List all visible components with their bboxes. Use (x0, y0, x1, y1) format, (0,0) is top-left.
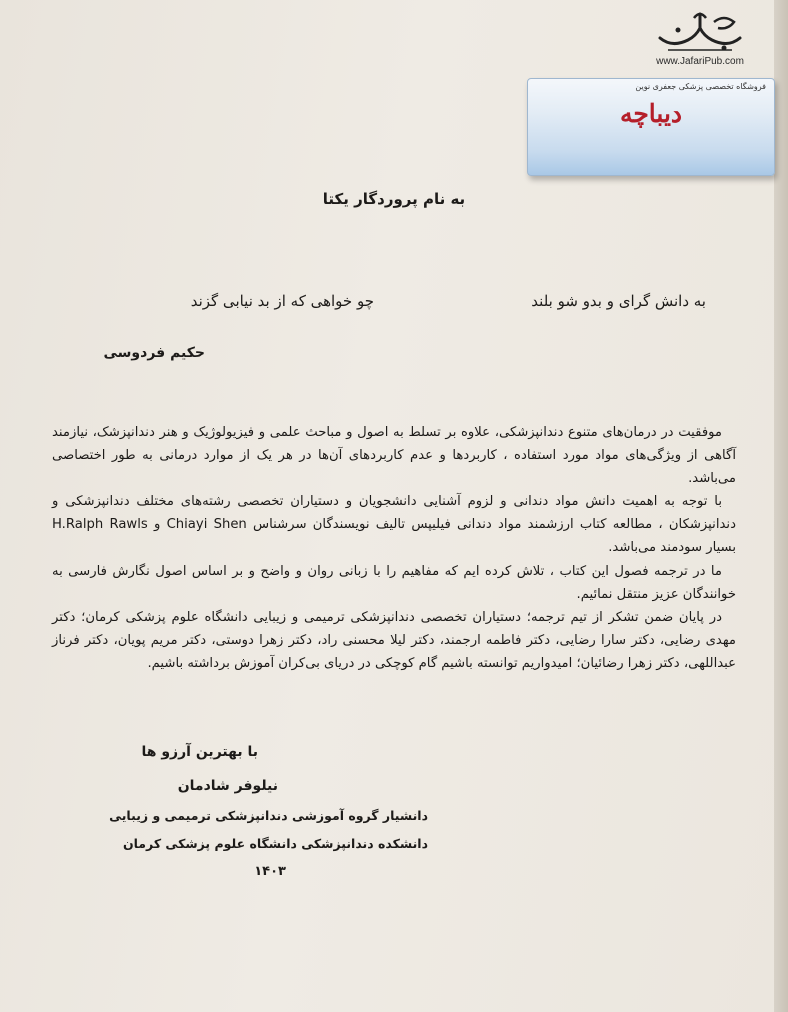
publisher-url: www.JafariPub.com (656, 56, 744, 67)
signature-position: دانشیار گروه آموزشی دندانپزشکی ترمیمی و زیبایی (109, 808, 428, 823)
preface-body (52, 421, 736, 675)
page-edge (774, 0, 788, 1012)
paragraph: در پایان ضمن تشکر از تیم ترجمه؛ دستیاران تخصصی دندانپزشکی ترمیمی و زیبایی دانشگاه علوم پزشکی کرمان؛ دکتر مهدی رضایی، دکتر سارا رضایی، دکتر فاطمه ارجمند، دکتر لیلا محسنی راد، دکتر زهرا دوستی، دکتر مریم پویان، دکتر فرناز عبداللهی، دکتر زهرا رضائیان؛ امیدواریم توانسته باشیم گام کوچکی در دریای بی‌کران آموزش برداشته باشیم. (52, 609, 736, 671)
paragraph: با توجه به اهمیت دانش مواد دندانی و لزوم آشنایی دانشجویان و دستیاران تخصصی رشته‌های مختلف دندانپزشکی و دندانپزشکان ، مطالعه کتاب ارزشمند مواد دندانی فیلیپس تالیف نویسندگان سرشناس Chiayi Shen و H.Ralph Rawls بسیار سودمند می‌باشد. (52, 494, 736, 556)
signature-greeting: با بهترین آرزو ها (141, 744, 258, 760)
signature-year: ۱۴۰۳ (254, 864, 286, 879)
publisher-logo (650, 8, 750, 78)
chapter-title: دیباچه (619, 99, 683, 128)
banner-subtitle: فروشگاه تخصصی پزشکی جعفری نوین (635, 82, 766, 91)
signature-affiliation: دانشکده دندانپزشکی دانشگاه علوم پزشکی کرمان (122, 836, 428, 851)
paragraph: موفقیت در درمان‌های متنوع دندانپزشکی، علاوه بر تسلط به اصول و مباحث علمی و فیزیولوژیک و هنر دندانپزشک، نیازمند آگاهی از ویژگی‌های مواد مورد استفاده ، کاربردها و عدم کاربردهای آن‌ها در هر یک از موارد درمانی به طور اختصاصی می‌باشد. (52, 425, 736, 487)
verse-second-hemistich: چو خواهی که از بد نیابی گزند (190, 292, 374, 310)
poet-name: حکیم فردوسی (103, 345, 205, 361)
title-banner (527, 78, 775, 176)
verse-first-hemistich: به دانش گرای و بدو شو بلند (531, 292, 706, 310)
signature-name: نیلوفر شادمان (177, 778, 278, 794)
invocation-heading: به نام پروردگار یکتا (322, 190, 466, 208)
publisher-logo-mark (654, 8, 746, 56)
paragraph: ما در ترجمه فصول این کتاب ، تلاش کرده ایم که مفاهیم را با زبانی روان و واضح و بر اساس اصول نگارش فارسی به خوانندگان عزیز منتقل نمائیم. (52, 563, 736, 602)
